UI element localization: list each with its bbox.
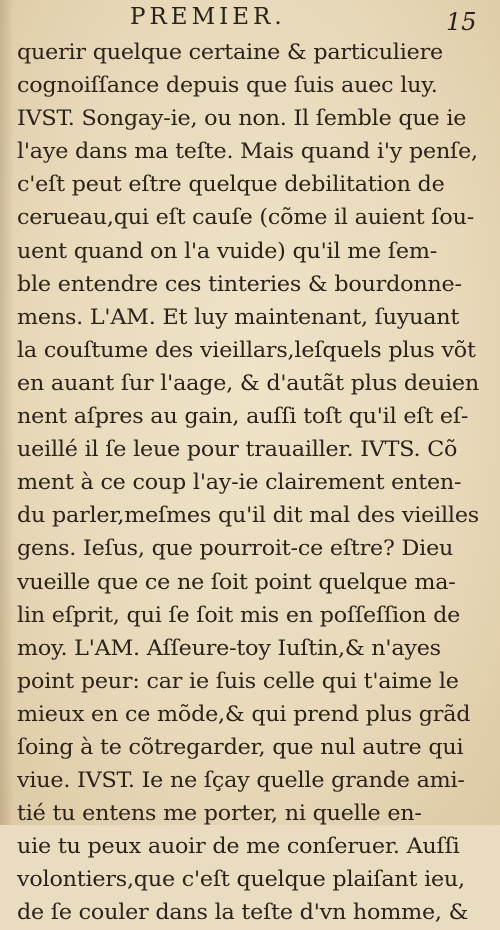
text-line: vueille que ce ne ſoit point quelque ma- [17,569,456,595]
text-line: mens. L'AM. Et luy maintenant, ſuyuant [17,304,460,330]
running-head: PREMIER. [130,4,286,30]
text-line: la couſtume des vieillars,leſquels plus võt [17,337,476,363]
text-line: cerueau,qui eſt cauſe (cõme il auient ſou- [17,205,475,231]
text-line: uie tu peux auoir de me conſeruer. Auſſi [17,834,460,860]
text-line: gens. Ieſus, que pourroit-ce eſtre? Dieu [17,536,454,562]
text-line: du parler,meſmes qu'il dit mal des vieilles [17,503,479,529]
text-line: moy. L'AM. Aſſeure-toy Iuſtin,& n'ayes [17,635,441,661]
text-line: ble entendre ces tinteries & bourdonne- [17,271,462,297]
text-line: en auant ſur l'aage, & d'autãt plus deuien [17,370,479,396]
text-line: ment à ce coup l'ay-ie clairement enten- [17,470,462,496]
text-line: point peur: car ie ſuis celle qui t'aime le [17,668,459,694]
text-line: viue. IVST. Ie ne ſçay quelle grande ami- [17,768,465,794]
text-line: ueillé il ſe leue pour trauailler. IVTS. Cõ [17,437,458,463]
text-line: lin eſprit, qui ſe ſoit mis en poſſeſſion de [17,602,461,628]
text-line: volontiers,que c'eſt quelque plaiſant ieu, [17,867,465,893]
text-line: c'eſt peut eſtre quelque debilitation de [17,172,445,198]
text-line: uent quand on l'a vuide) qu'il me ſem- [17,238,438,264]
text-line: ſoing à te cõtregarder, que nul autre qui [17,734,464,760]
text-line: nent aſpres au gain, auſſi toſt qu'il eſt eſ- [17,404,469,430]
text-line: de ſe couler dans la teſte d'vn homme, & [17,900,469,926]
text-line: tié tu entens me porter, ni quelle en- [17,801,422,827]
text-line: cognoiſſance depuis que ſuis auec luy. [17,73,438,99]
page-number: 15 [446,8,477,36]
body-text [17,36,479,930]
text-line: mieux en ce mõde,& qui prend plus grãd [17,701,471,727]
text-line: querir quelque certaine & particuliere [17,40,443,65]
text-line: IVST. Songay-ie, ou non. Il ſemble que ie [17,106,467,132]
text-line: l'aye dans ma teſte. Mais quand i'y penſe, [17,139,478,165]
